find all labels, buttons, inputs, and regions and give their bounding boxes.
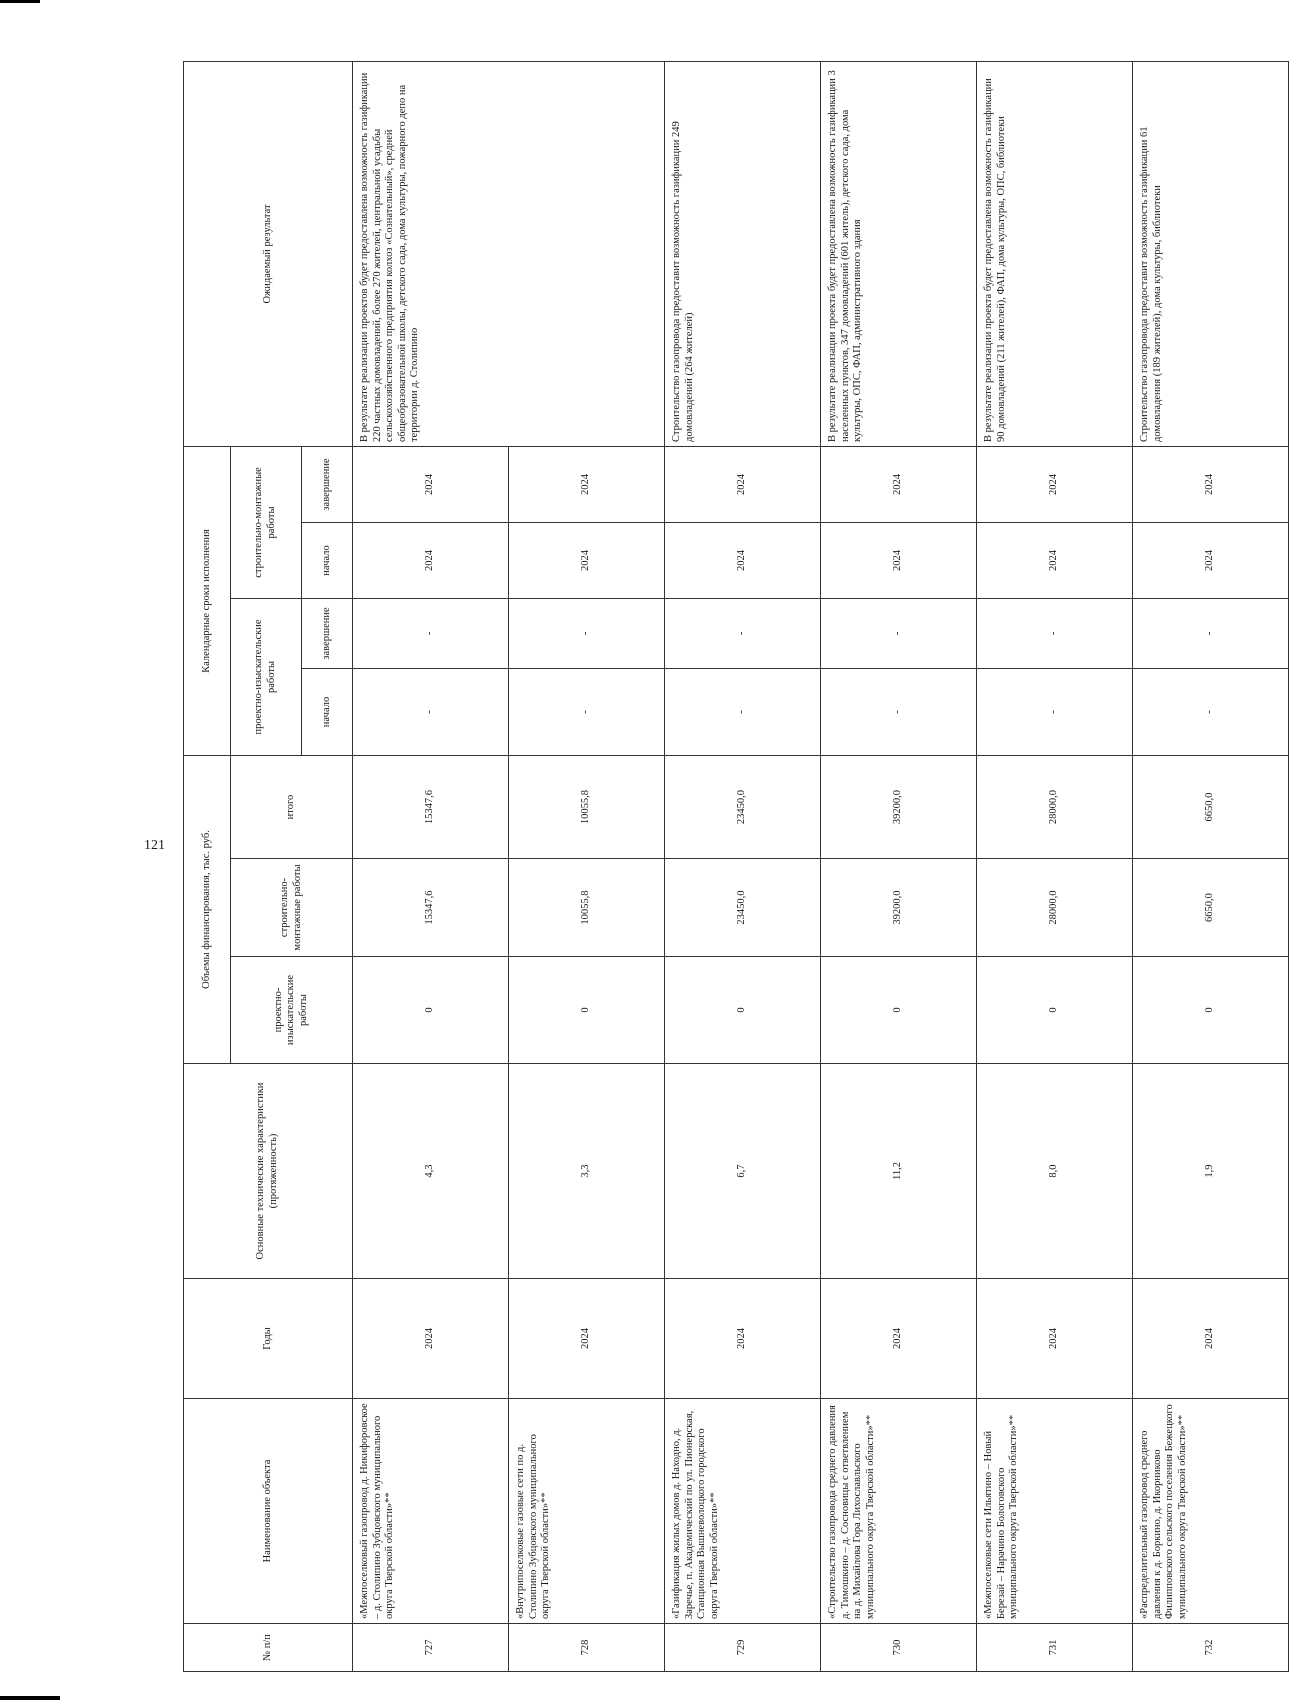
cell-fin-total: 15347,6 xyxy=(353,755,509,858)
table-row xyxy=(977,61,1133,1671)
cell-smr-start: 2024 xyxy=(1133,522,1289,598)
header-cal-smr: строительно-монтажные работы xyxy=(231,446,302,598)
cell-length: 6,7 xyxy=(665,1064,821,1279)
cell-num: 728 xyxy=(509,1624,665,1672)
cell-num: 732 xyxy=(1133,1624,1289,1672)
cell-name: «Внутрипоселковые газовые сети по д. Столипино Зубцовского муниципального округа Тверской области»** xyxy=(509,1399,665,1624)
gasification-table xyxy=(183,61,1289,1672)
header-finance: Объемы финансирования, тыс. руб. xyxy=(184,755,231,1063)
header-result: Ожидаемый результат xyxy=(184,61,353,446)
cell-smr-end: 2024 xyxy=(353,446,509,522)
header-smr-start: начало xyxy=(302,522,353,598)
cell-pir-start: - xyxy=(665,668,821,755)
cell-num: 731 xyxy=(977,1624,1133,1672)
header-fin-smr: строительно-монтажные работы xyxy=(231,859,353,957)
cell-smr-end: 2024 xyxy=(509,446,665,522)
cell-year: 2024 xyxy=(821,1279,977,1399)
cell-result: В результате реализации проекта будет предоставлена возможность газификации 3 населенных пунктов, 347 домовладений (601 житель), детского сада, дома культуры, ОПС, ФАП, административного здания xyxy=(821,61,977,446)
cell-smr-start: 2024 xyxy=(509,522,665,598)
cell-pir-end: - xyxy=(353,598,509,668)
cell-smr-end: 2024 xyxy=(977,446,1133,522)
cell-year: 2024 xyxy=(977,1279,1133,1399)
cell-fin-total: 23450,0 xyxy=(665,755,821,858)
cell-name: «Газификация жилых домов д. Находно, д. Заречье, п. Академический по ул. Пионерская, Станционная Вышневолоцкого городского округа Тверской области»** xyxy=(665,1399,821,1624)
cell-smr-start: 2024 xyxy=(821,522,977,598)
cell-fin-pir: 0 xyxy=(821,957,977,1064)
header-fin-total: итого xyxy=(231,755,353,858)
cell-pir-start: - xyxy=(821,668,977,755)
cell-length: 11,2 xyxy=(821,1064,977,1279)
cell-fin-pir: 0 xyxy=(353,957,509,1064)
cell-smr-end: 2024 xyxy=(1133,446,1289,522)
cell-smr-start: 2024 xyxy=(665,522,821,598)
cell-fin-total: 10055,8 xyxy=(509,755,665,858)
cell-pir-end: - xyxy=(977,598,1133,668)
table-row xyxy=(665,61,821,1671)
cell-pir-start: - xyxy=(353,668,509,755)
cell-pir-end: - xyxy=(665,598,821,668)
cell-smr-start: 2024 xyxy=(353,522,509,598)
cell-year: 2024 xyxy=(1133,1279,1289,1399)
cell-num: 730 xyxy=(821,1624,977,1672)
cell-name: «Распределительный газопровод среднего давления к д. Боркино, д. Икорниково Филипповского сельского поселения Бежецкого муниципального округа Тверской области»** xyxy=(1133,1399,1289,1624)
header-num: № п/п xyxy=(184,1624,353,1672)
cell-length: 1,9 xyxy=(1133,1064,1289,1279)
cell-pir-start: - xyxy=(509,668,665,755)
cell-pir-start: - xyxy=(977,668,1133,755)
header-pir-end: завершение xyxy=(302,598,353,668)
cell-name: «Межпоселковый газопровод д. Никифоровское – д. Столипино Зубцовского муниципального округа Тверской области»** xyxy=(353,1399,509,1624)
header-smr-end: завершение xyxy=(302,446,353,522)
cell-result: В результате реализации проектов будет предоставлена возможность газификации 220 частных домовладений, более 270 жителей, центральной усадьбы сельскохозяйственного предприятия колхоз «Сознательный», средней общеобразовательной школы, детского сада, дома культуры, пожарного депо на территории д. Столипино xyxy=(353,61,665,446)
cell-name: «Строительство газопровода среднего давления д. Тимошкино – д. Сосновицы с ответвлением на д. Михайлова Гора Лихославльского муниципального округа Тверской области»** xyxy=(821,1399,977,1624)
cell-length: 3,3 xyxy=(509,1064,665,1279)
page-number: 121 xyxy=(144,838,165,853)
scan-artifact-top xyxy=(0,0,40,3)
cell-pir-end: - xyxy=(821,598,977,668)
cell-smr-end: 2024 xyxy=(665,446,821,522)
cell-fin-smr: 23450,0 xyxy=(665,859,821,957)
cell-fin-smr: 39200,0 xyxy=(821,859,977,957)
header-pir-start: начало xyxy=(302,668,353,755)
cell-fin-pir: 0 xyxy=(665,957,821,1064)
cell-num: 727 xyxy=(353,1624,509,1672)
cell-length: 4,3 xyxy=(353,1064,509,1279)
cell-length: 8,0 xyxy=(977,1064,1133,1279)
cell-smr-end: 2024 xyxy=(821,446,977,522)
cell-year: 2024 xyxy=(509,1279,665,1399)
header-fin-pir: проектно-изыскательские работы xyxy=(231,957,353,1064)
cell-year: 2024 xyxy=(353,1279,509,1399)
cell-fin-total: 6650,0 xyxy=(1133,755,1289,858)
cell-num: 729 xyxy=(665,1624,821,1672)
header-calendar: Календарные сроки исполнения xyxy=(184,446,231,755)
header-name: Наименование объекта xyxy=(184,1399,353,1624)
table-row xyxy=(1133,61,1289,1671)
header-cal-pir: проектно-изыскательские работы xyxy=(231,598,302,755)
cell-fin-pir: 0 xyxy=(977,957,1133,1064)
cell-fin-smr: 28000,0 xyxy=(977,859,1133,957)
cell-fin-smr: 10055,8 xyxy=(509,859,665,957)
scan-artifact-bottom xyxy=(0,1696,60,1700)
cell-fin-pir: 0 xyxy=(509,957,665,1064)
cell-pir-end: - xyxy=(1133,598,1289,668)
table-row xyxy=(821,61,977,1671)
cell-fin-pir: 0 xyxy=(1133,957,1289,1064)
cell-result: Строительство газопровода предоставит возможность газификации 61 домовладения (189 жителей), дома культуры, библиотеки xyxy=(1133,61,1289,446)
cell-name: «Межпоселковые сети Ильятино – Новый Березай – Нарачино Бологовского муниципального округа Тверской области»** xyxy=(977,1399,1133,1624)
cell-fin-total: 28000,0 xyxy=(977,755,1133,858)
header-tech: Основные технические характеристики (протяженность) xyxy=(184,1064,353,1279)
cell-fin-smr: 6650,0 xyxy=(1133,859,1289,957)
cell-smr-start: 2024 xyxy=(977,522,1133,598)
cell-result: Строительство газопровода предоставит возможность газификации 249 домовладений (264 жителей) xyxy=(665,61,821,446)
cell-result: В результате реализации проекта будет предоставлена возможность газификации 90 домовладений (211 жителей), ФАП, дома культуры, ОПС, библиотеки xyxy=(977,61,1133,446)
header-years: Годы xyxy=(184,1279,353,1399)
cell-fin-smr: 15347,6 xyxy=(353,859,509,957)
cell-pir-start: - xyxy=(1133,668,1289,755)
cell-year: 2024 xyxy=(665,1279,821,1399)
rotated-page xyxy=(183,0,1273,1700)
table-row xyxy=(353,61,509,1671)
cell-pir-end: - xyxy=(509,598,665,668)
cell-fin-total: 39200,0 xyxy=(821,755,977,858)
